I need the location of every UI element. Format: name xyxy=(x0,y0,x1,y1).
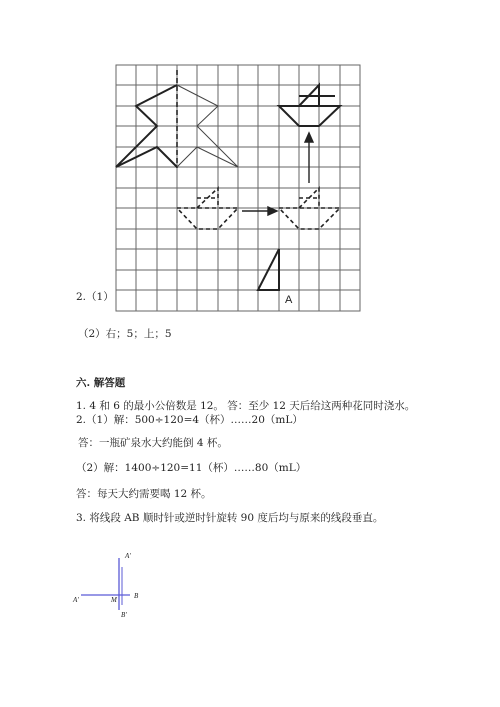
question-2-part1-label: 2.（1） xyxy=(76,291,114,303)
label-b: B xyxy=(134,592,139,600)
label-b-prime: B' xyxy=(121,611,127,619)
boat-original xyxy=(279,85,340,126)
grid-figure xyxy=(0,0,500,330)
answer-line-1: 1. 4 和 6 的最小公倍数是 12。 答：至少 12 天后给这两种花同时浇水。 xyxy=(76,400,416,412)
answer-line-4: （2）解：1400÷120=11（杯）……80（mL） xyxy=(76,462,307,474)
question-2-part2-answer: （2）右；5；上；5 xyxy=(78,328,172,340)
label-a-prime-top: A' xyxy=(125,552,131,560)
answer-line-2: 2.（1）解：500÷120=4（杯）……20（mL） xyxy=(76,414,303,426)
label-m: M xyxy=(111,596,117,604)
grid-lines xyxy=(116,65,360,311)
boat-dashed-left xyxy=(177,188,238,229)
boat-dashed-right xyxy=(279,188,340,229)
label-a: A' xyxy=(73,596,79,604)
arrow-up xyxy=(305,133,313,183)
answer-line-3: 答：一瓶矿泉水大约能倒 4 杯。 xyxy=(78,437,228,449)
answer-line-6: 3. 将线段 AB 顺时针或逆时针旋转 90 度后均与原来的线段垂直。 xyxy=(76,512,384,524)
rotation-figure xyxy=(70,545,160,625)
section-6-heading: 六. 解答题 xyxy=(76,377,126,389)
answer-line-5: 答：每天大约需要喝 12 杯。 xyxy=(76,488,212,500)
point-a-label: A xyxy=(285,294,293,306)
